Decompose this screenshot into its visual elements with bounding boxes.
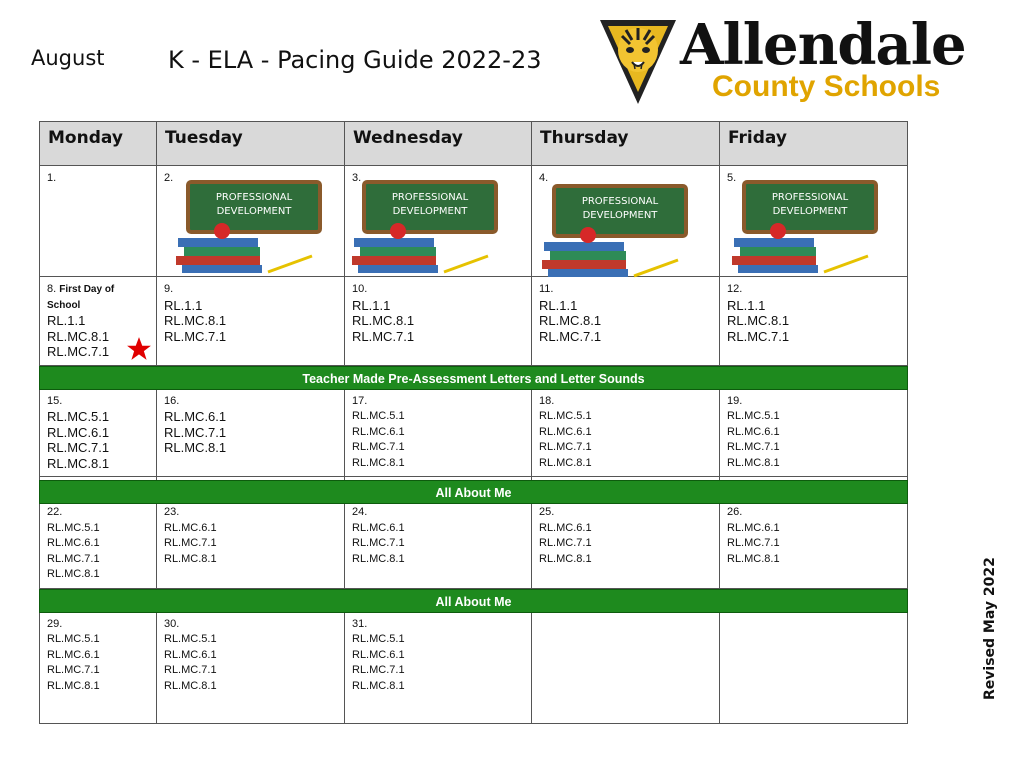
- weekday-header: Friday: [720, 122, 908, 166]
- weekday-header: Wednesday: [345, 122, 532, 166]
- week-row: [40, 277, 908, 366]
- day-cell: [532, 277, 720, 366]
- day-number: 4.: [539, 172, 549, 184]
- professional-development-icon: [348, 180, 500, 275]
- standards-list: [164, 298, 337, 345]
- district-logo: [596, 12, 966, 108]
- month-label: August: [31, 46, 105, 70]
- standard-code: RL.MC.7.1: [352, 441, 405, 453]
- day-number: 11.: [539, 283, 554, 295]
- unit-banner-all-about-me: All About Me: [39, 480, 908, 504]
- day-number: 3.: [352, 172, 362, 184]
- professional-development-icon: [538, 184, 690, 279]
- standard-code: RL.MC.7.1: [47, 552, 100, 565]
- standard-code: RL.MC.7.1: [47, 440, 110, 455]
- day-number: 25.: [539, 506, 555, 518]
- standard-code: RL.MC.8.1: [164, 440, 227, 455]
- standard-code: RL.MC.6.1: [727, 425, 780, 438]
- standard-code: RL.MC.5.1: [164, 633, 217, 645]
- standard-code: RL.MC.7.1: [352, 664, 405, 676]
- standard-code: RL.MC.8.1: [727, 456, 780, 469]
- day-number: 22.: [47, 506, 63, 518]
- standard-code: RL.MC.7.1: [727, 537, 780, 549]
- weekday-header: Thursday: [532, 122, 720, 166]
- professional-development-icon: [172, 180, 324, 275]
- day-cell: [157, 277, 345, 366]
- standards-list: [539, 521, 712, 568]
- standard-code: RL.MC.5.1: [47, 521, 100, 534]
- standard-code: RL.MC.8.1: [352, 552, 405, 565]
- pd-sign-line1: PROFESSIONAL: [581, 196, 659, 207]
- standard-code: RL.MC.6.1: [164, 409, 227, 424]
- logo-text-allendale: Allendale: [680, 12, 966, 78]
- standard-code: RL.MC.7.1: [164, 328, 227, 344]
- tiger-mascot-icon: [596, 14, 680, 108]
- standard-code: RL.1.1: [164, 297, 203, 313]
- standard-code: RL.MC.6.1: [352, 521, 405, 534]
- standard-code: RL.MC.6.1: [164, 648, 217, 661]
- standard-code: RL.1.1: [727, 297, 766, 313]
- standard-code: RL.MC.5.1: [47, 409, 110, 424]
- professional-development-icon: [728, 180, 880, 275]
- standard-code: RL.1.1: [539, 297, 578, 313]
- day-number: 8.: [47, 283, 57, 295]
- standard-code: RL.MC.7.1: [164, 664, 217, 676]
- standard-code: RL.MC.7.1: [727, 328, 790, 344]
- standard-code: RL.MC.8.1: [47, 679, 100, 692]
- standards-list: [47, 409, 149, 471]
- standard-code: RL.MC.7.1: [164, 424, 227, 440]
- day-number: 31.: [352, 617, 368, 630]
- standard-code: RL.MC.6.1: [352, 425, 405, 438]
- standards-list: [352, 521, 524, 568]
- standard-code: RL.MC.6.1: [727, 521, 780, 534]
- standard-code: RL.MC.7.1: [47, 664, 100, 676]
- day-number: 30.: [164, 617, 180, 630]
- standard-code: RL.MC.7.1: [352, 537, 405, 549]
- standards-list: [352, 298, 524, 345]
- standard-code: RL.MC.7.1: [539, 328, 602, 344]
- standard-code: RL.MC.6.1: [164, 521, 217, 534]
- weekday-header: Monday: [40, 122, 157, 166]
- standards-list: [539, 409, 712, 471]
- standards-list: [352, 409, 524, 471]
- day-number: 16.: [164, 394, 180, 407]
- standard-code: RL.MC.8.1: [539, 456, 592, 469]
- standard-code: RL.1.1: [352, 297, 391, 313]
- weekday-header: Tuesday: [157, 122, 345, 166]
- standard-code: RL.MC.8.1: [539, 552, 592, 565]
- standard-code: RL.MC.6.1: [47, 648, 100, 661]
- pd-sign-line1: PROFESSIONAL: [391, 192, 469, 203]
- standards-list: [47, 521, 149, 583]
- standard-code: RL.MC.8.1: [352, 456, 405, 469]
- pd-sign-line2: DEVELOPMENT: [772, 206, 848, 217]
- standard-code: RL.MC.8.1: [727, 313, 790, 328]
- standard-code: RL.MC.8.1: [727, 552, 780, 565]
- standard-code: RL.MC.8.1: [352, 679, 405, 692]
- standard-code: RL.MC.6.1: [352, 648, 405, 661]
- standard-code: RL.MC.7.1: [539, 537, 592, 549]
- standards-list: [539, 298, 712, 345]
- standard-code: RL.MC.8.1: [164, 313, 227, 328]
- day-cell: [345, 277, 532, 366]
- standard-code: RL.MC.8.1: [164, 552, 217, 565]
- logo-text-county-schools: County Schools: [712, 70, 941, 103]
- unit-banner-pre-assessment: Teacher Made Pre-Assessment Letters and Letter Sounds: [39, 366, 908, 390]
- standards-list: [352, 632, 524, 694]
- standard-code: RL.MC.8.1: [352, 313, 415, 328]
- day-number: 2.: [164, 172, 174, 184]
- standard-code: RL.MC.6.1: [47, 537, 100, 549]
- standard-code: RL.MC.8.1: [539, 313, 602, 328]
- revised-date: Revised May 2022: [982, 557, 998, 700]
- day-number: 15.: [47, 394, 63, 407]
- day-cell: [720, 277, 908, 366]
- day-number: 9.: [164, 283, 174, 295]
- standard-code: RL.MC.7.1: [727, 441, 780, 453]
- day-number: 23.: [164, 506, 180, 518]
- standard-code: RL.MC.5.1: [47, 633, 100, 645]
- standard-code: RL.1.1: [47, 313, 86, 328]
- standard-code: RL.MC.5.1: [539, 410, 592, 422]
- standard-code: RL.MC.5.1: [727, 410, 780, 422]
- standard-code: RL.MC.8.1: [47, 568, 100, 580]
- page-title: K - ELA - Pacing Guide 2022-23: [168, 46, 542, 74]
- day-number: 18.: [539, 394, 555, 407]
- day-number: 26.: [727, 506, 743, 518]
- standard-code: RL.MC.7.1: [47, 344, 110, 359]
- standard-code: RL.MC.8.1: [47, 328, 110, 344]
- standards-list: [47, 632, 149, 694]
- standard-code: RL.MC.6.1: [539, 521, 592, 534]
- day-number: 10.: [352, 283, 368, 295]
- day-number: 24.: [352, 506, 368, 518]
- day-number: 17.: [352, 394, 368, 407]
- standards-list: [727, 521, 900, 568]
- pd-sign-line2: DEVELOPMENT: [582, 210, 658, 221]
- standard-code: RL.MC.7.1: [539, 441, 592, 453]
- day-cell: [40, 166, 157, 277]
- standard-code: RL.MC.8.1: [47, 455, 110, 471]
- day-number: 1.: [47, 172, 57, 184]
- day-number: 5.: [727, 172, 737, 184]
- standards-list: [164, 632, 337, 694]
- standards-list: [164, 521, 337, 568]
- star-icon: [126, 336, 152, 362]
- standard-code: RL.MC.5.1: [352, 410, 405, 422]
- first-day-note: First Day of School: [47, 284, 115, 311]
- standard-code: RL.MC.5.1: [352, 633, 405, 645]
- standards-list: [727, 409, 900, 471]
- standards-list: [164, 409, 337, 456]
- weekday-header-row: [40, 122, 908, 166]
- standard-code: RL.MC.7.1: [164, 537, 217, 549]
- standard-code: RL.MC.6.1: [47, 424, 110, 440]
- pd-sign-line2: DEVELOPMENT: [216, 206, 292, 217]
- day-number: 19.: [727, 394, 743, 407]
- pd-sign-line2: DEVELOPMENT: [392, 206, 468, 217]
- day-number: 12.: [727, 283, 743, 295]
- standards-list: [727, 298, 900, 345]
- pd-sign-line1: PROFESSIONAL: [215, 192, 293, 203]
- unit-banner-all-about-me: All About Me: [39, 589, 908, 613]
- standard-code: RL.MC.7.1: [352, 328, 415, 344]
- pd-sign-line1: PROFESSIONAL: [771, 192, 849, 203]
- day-number: 29.: [47, 617, 63, 630]
- standard-code: RL.MC.8.1: [164, 679, 217, 692]
- standard-code: RL.MC.6.1: [539, 425, 592, 438]
